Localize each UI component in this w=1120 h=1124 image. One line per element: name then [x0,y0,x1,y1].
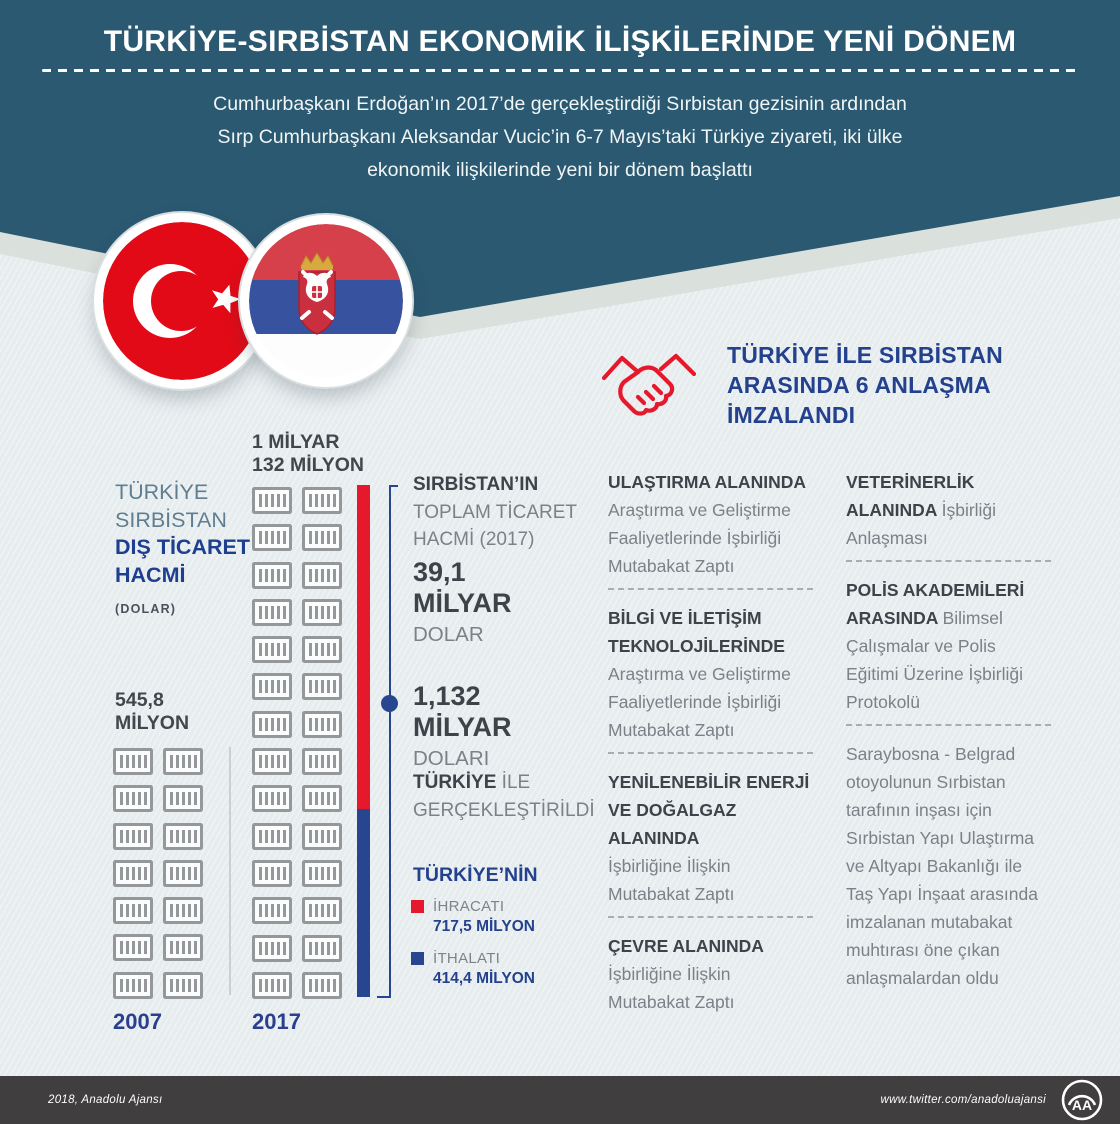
building-icon [302,748,342,775]
agreement-line: Sırbistan Yapı Ulaştırma [846,828,1035,848]
legend-value: 414,4 MİLYON [433,970,535,987]
realized-note [413,769,595,825]
title-dashed-divider [42,69,1078,72]
legend-item [411,898,535,936]
agreement-line: ALANINDA İşbirliği [846,500,997,520]
handshake-icon [600,342,698,435]
agreement-line: ve Altyapı Bakanlığı ile [846,856,1023,876]
building-icon [252,636,292,663]
building-icon [302,785,342,812]
building-icon [302,599,342,626]
building-icon [252,897,292,924]
building-icon [302,935,342,962]
agreement-line: İşbirliğine İlişkin [608,856,731,876]
agreement-line: tarafının inşası için [846,800,992,820]
value-line: 132 MİLYON [252,453,364,476]
agreement-item [608,604,813,744]
building-icon [302,860,342,887]
agreement-item [846,576,1051,716]
building-icon [252,711,292,738]
building-icon [302,972,342,999]
agreement-line: BİLGİ VE İLETİŞİM [608,608,762,628]
agreement-line: YENİLENEBİLİR ENERJİ [608,772,810,792]
building-icon [113,934,153,961]
chart-title-line: DIŞ TİCARET [115,535,250,559]
building-icon [113,748,153,775]
agreement-line: Araştırma ve Geliştirme [608,664,791,684]
building-icon [163,972,203,999]
building-icon [252,823,292,850]
value-label-2007 [115,689,189,734]
agreement-line: Araştırma ve Geliştirme [608,500,791,520]
agreement-line: otoyolunun Sırbistan [846,772,1006,792]
footer-twitter-url: www.twitter.com/anadoluajansi [880,1094,1046,1106]
building-icon [302,487,342,514]
agreement-line: imzalanan mutabakat [846,912,1013,932]
agreement-line: Mutabakat Zaptı [608,884,735,904]
agreement-line: Anlaşması [846,528,928,548]
value-line: MİLYON [115,711,190,734]
subtitle-line: Cumhurbaşkanı Erdoğan’ın 2017’de gerçekleştirdiği Sırbistan gezisinin ardından [213,93,907,115]
figure-unit: DOLAR [413,623,484,646]
dashed-separator [608,752,813,754]
building-icon [252,487,292,514]
value-line: 545,8 [115,689,164,711]
agreement-line: ARASINDA Bilimsel [846,608,1003,628]
chart-title-line: HACMİ [115,562,186,587]
agreement-line: ULAŞTIRMA ALANINDA [608,472,806,492]
building-icon [252,860,292,887]
building-icon [252,524,292,551]
deal-heading-line: ARASINDA 6 ANLAŞMA [727,372,991,398]
building-icon [302,711,342,738]
realized-line: GERÇEKLEŞTİRİLDİ [413,800,595,821]
column-divider [229,747,231,995]
building-icon [302,562,342,589]
realized-rest: İLE [496,772,531,793]
agreement-line: ÇEVRE ALANINDA [608,936,764,956]
legend-swatch [411,952,424,965]
dashed-separator [608,588,813,590]
legend-title: TÜRKİYE’NİN [413,864,538,886]
building-icon [302,823,342,850]
building-icon [252,599,292,626]
legend [411,898,535,1002]
aa-logo-icon [1060,1078,1104,1122]
figure-unit: DOLARI [413,747,490,770]
footer-bar [0,1076,1120,1124]
pictogram-grid-2007 [113,748,203,999]
figure-number: MİLYAR [413,712,512,742]
value-line: 1 MİLYAR [252,431,340,453]
figure-number: MİLYAR [413,588,512,618]
building-icon [113,972,153,999]
building-icon [113,785,153,812]
agreement-line: Saraybosna - Belgrad [846,744,1016,764]
agreement-line: Mutabakat Zaptı [608,992,735,1012]
agreement-line: İşbirliğine İlişkin [608,964,731,984]
agreement-line: muhtırası öne çıkan [846,940,1000,960]
bracket-line [389,485,391,998]
building-icon [113,823,153,850]
serbia-trade-head-line: TOPLAM TİCARET [413,501,577,523]
agreement-line: Faaliyetlerinde İşbirliği [608,528,782,548]
value-label-2017 [252,431,364,476]
agreements-column-2 [846,468,1051,992]
legend-label: İTHALATI [433,950,501,967]
agreement-line: Mutabakat Zaptı [608,720,735,740]
legend-label: İHRACATI [433,898,505,915]
footer-credit: 2018, Anadolu Ajansı [48,1094,163,1106]
serbia-trade-head-bold: SIRBİSTAN’IN [413,474,539,495]
chart-title-line: TÜRKİYE [115,480,209,504]
building-icon [163,785,203,812]
pictogram-grid-2017 [252,487,342,999]
axis-label-2017: 2017 [252,1009,301,1034]
building-icon [302,636,342,663]
legend-swatch [411,900,424,913]
dashed-separator [846,560,1051,562]
agreement-line: Protokolü [846,692,920,712]
building-icon [302,524,342,551]
building-icon [252,562,292,589]
building-icon [163,823,203,850]
deal-heading [727,340,1003,430]
building-icon [252,785,292,812]
agreement-line: Taş Yapı İnşaat arasında [846,884,1038,904]
agreement-line: VETERİNERLİK [846,472,975,492]
subtitle-line: ekonomik ilişkilerinde yeni bir dönem başlattı [367,159,753,181]
chart-unit-label: (DOLAR) [115,602,177,616]
agreement-line: VE DOĞALGAZ ALANINDA [608,800,737,848]
turkey-share-figure [413,681,512,771]
building-icon [163,860,203,887]
chart-title-block [115,479,250,624]
legend-value: 717,5 MİLYON [433,918,535,935]
serbia-trade-head-line: HACMİ (2017) [413,529,535,550]
building-icon [163,748,203,775]
building-icon [252,748,292,775]
serbia-coat-of-arms-icon [299,253,335,334]
legend-item [411,950,535,988]
agreement-item [608,768,813,908]
building-icon [113,860,153,887]
building-icon [252,972,292,999]
figure-number: 1,132 [413,681,481,711]
realized-bold: TÜRKİYE [413,772,497,793]
svg-text:AA: AA [1071,1097,1093,1113]
dashed-separator [846,724,1051,726]
agreement-item [846,740,1051,992]
page-title: TÜRKİYE-SIRBİSTAN EKONOMİK İLİŞKİLERİNDE YENİ DÖNEM [103,25,1017,58]
total-trade-figure [413,557,512,647]
agreements-column-1 [608,468,813,1016]
building-icon [302,673,342,700]
building-icon [302,897,342,924]
agreement-item [608,932,813,1016]
agreement-line: POLİS AKADEMİLERİ [846,580,1025,600]
subtitle-line: Sırp Cumhurbaşkanı Aleksandar Vucic’in 6-7 Mayıs’taki Türkiye ziyareti, iki ülke [217,126,903,148]
axis-label-2007: 2007 [113,1009,162,1034]
dashed-separator [608,916,813,918]
bracket-dot [381,695,398,712]
deal-heading-line: İMZALANDI [727,402,856,428]
deal-heading-line: TÜRKİYE İLE SIRBİSTAN [727,342,1003,368]
agreement-line: Çalışmalar ve Polis [846,636,996,656]
serbia-flag [240,215,412,387]
building-icon [113,897,153,924]
building-icon [163,897,203,924]
building-icon [252,673,292,700]
serbia-trade-head [413,471,577,554]
stacked-trade-bar [357,485,370,997]
figure-number: 39,1 [413,557,466,587]
building-icon [252,935,292,962]
agreement-line: Eğitimi Üzerine İşbirliği [846,664,1023,684]
agreement-line: anlaşmalardan oldu [846,968,999,988]
building-icon [163,934,203,961]
subtitle [0,88,1120,187]
agreement-line: TEKNOLOJİLERİNDE [608,636,785,656]
agreement-line: Faaliyetlerinde İşbirliği [608,692,782,712]
agreement-item [846,468,1051,552]
chart-title-line: SIRBİSTAN [115,507,227,532]
agreement-line: Mutabakat Zaptı [608,556,735,576]
agreement-item [608,468,813,580]
